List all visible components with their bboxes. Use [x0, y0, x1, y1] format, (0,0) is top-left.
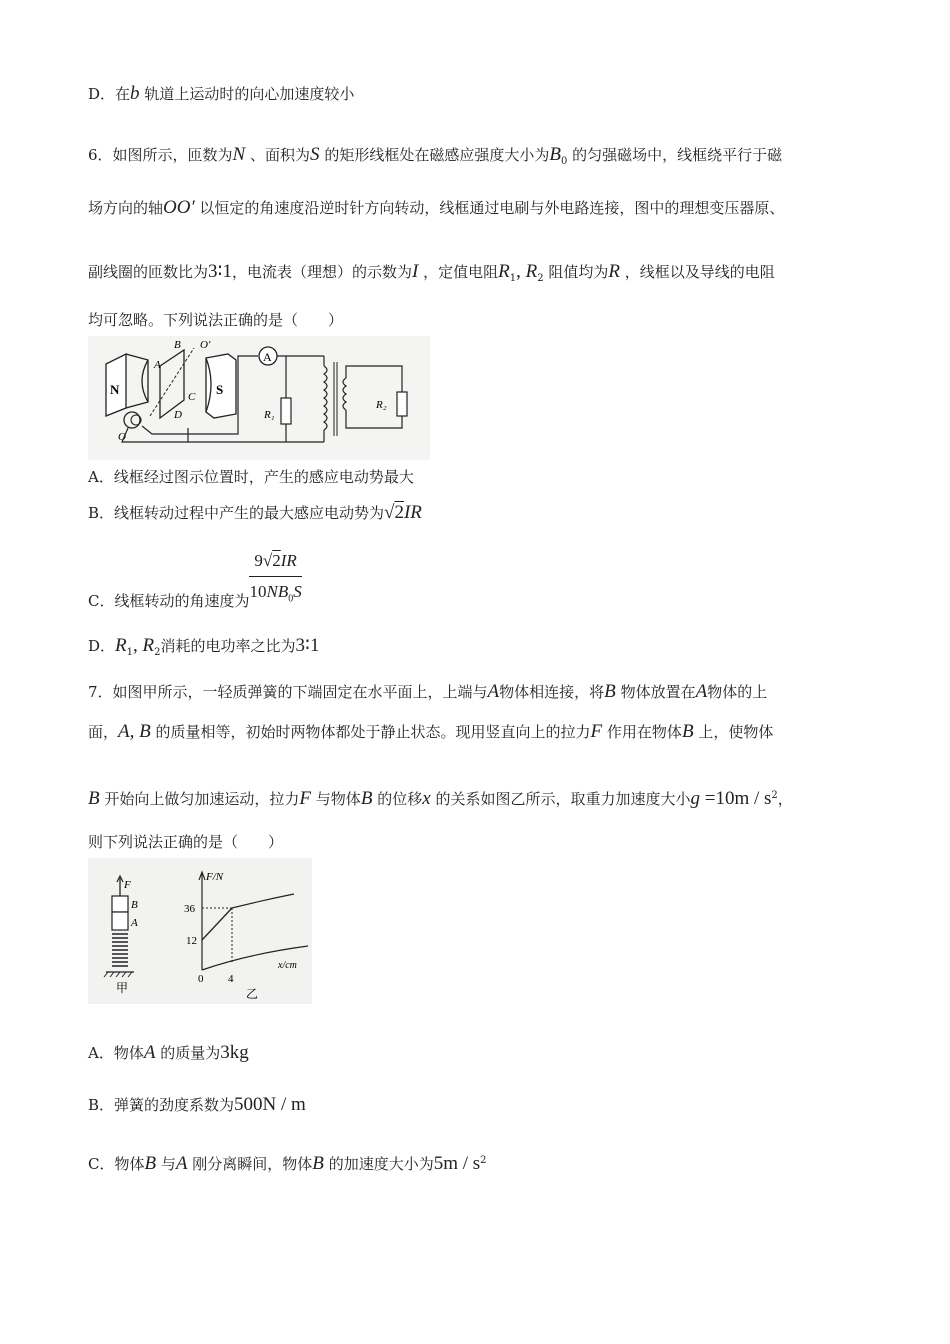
svg-text:36: 36: [184, 903, 195, 915]
q6-stem-line4: 均可忽略。下列说法正确的是（ ）: [88, 311, 344, 329]
svg-text:4: 4: [228, 973, 234, 985]
q7-stem-line3: B 开始向上做匀加速运动，拉力F 与物体B 的位移x 的关系如图乙所示，取重力加速度大小$g =10m / s^2$，: [88, 788, 793, 809]
fig-label-s: S: [216, 382, 224, 397]
q5-option-d: D．在b 轨道上运动时的向心加速度较小: [88, 83, 355, 104]
q7-figure: [88, 858, 312, 1004]
svg-text:R₂: R₂: [376, 399, 387, 411]
q6-stem-line1: 6．如图所示，匝数为N 、面积为S 的矩形线框处在磁感应强度大小为$B_0$ 的匀强磁场中，线框绕平行于磁: [88, 144, 783, 167]
q7-stem-line4: 则下列说法正确的是（ ）: [88, 833, 284, 851]
q7-stem-line1: 7．如图甲所示，一轻质弹簧的下端固定在水平面上，上端与A物体相连接，将B 物体放置在A物体的上: [88, 681, 768, 702]
ammeter-label: A: [263, 350, 272, 364]
svg-text:O: O: [118, 431, 126, 443]
svg-text:B: B: [131, 899, 138, 911]
q7-option-c: C．物体B 与A 刚分离瞬间，物体B 的加速度大小为$5m / s^2$: [88, 1153, 487, 1174]
svg-text:B: B: [174, 339, 181, 351]
svg-text:x/cm: x/cm: [278, 960, 297, 971]
q7-option-a: A．物体A 的质量为3kg: [88, 1042, 249, 1063]
svg-text:0: 0: [198, 973, 204, 985]
svg-text:R₁: R₁: [264, 409, 275, 421]
q6-circuit-figure: [88, 336, 430, 460]
q7-option-b: B．弹簧的劲度系数为500N / m: [88, 1094, 306, 1115]
q6-stem-line3: 副线圈的匝数比为3∶1，电流表（理想）的示数为I ，定值电阻$R_1$, $R_2$ 阻值均为R ，线框以及导线的电阻: [88, 261, 775, 284]
svg-text:F/N: F/N: [206, 871, 224, 883]
svg-text:O′: O′: [200, 339, 211, 351]
q6-option-b: B．线框转动过程中产生的最大感应电动势为√2IR: [88, 502, 422, 523]
svg-text:D: D: [174, 409, 182, 421]
svg-text:甲: 甲: [116, 981, 129, 995]
q6-option-c: C．线框转动的角速度为 $\frac{9√2IR}{10NB_0S}$: [88, 548, 302, 614]
svg-text:12: 12: [186, 935, 197, 947]
q6-option-a: A．线框经过图示位置时，产生的感应电动势最大: [88, 468, 414, 486]
svg-text:乙: 乙: [246, 987, 259, 1001]
svg-text:A: A: [131, 917, 138, 929]
fig-label-n: N: [110, 382, 120, 397]
svg-text:F: F: [124, 879, 131, 891]
omega-fraction: $\frac{9√2IR}{10NB_0S}$: [249, 548, 301, 612]
q6-option-d: D．$R_1$, $R_2$消耗的电功率之比为3∶1: [88, 635, 320, 658]
svg-text:A: A: [154, 359, 161, 371]
svg-text:C: C: [188, 391, 196, 403]
q6-stem-line2: 场方向的轴OO′ 以恒定的角速度沿逆时针方向转动，线框通过电刷与外电路连接，图中的理想变压器原、: [88, 197, 785, 218]
q7-stem-line2: 面，A, B 的质量相等，初始时两物体都处于静止状态。现用竖直向上的拉力F 作用在物体B 上，使物体: [88, 721, 774, 742]
